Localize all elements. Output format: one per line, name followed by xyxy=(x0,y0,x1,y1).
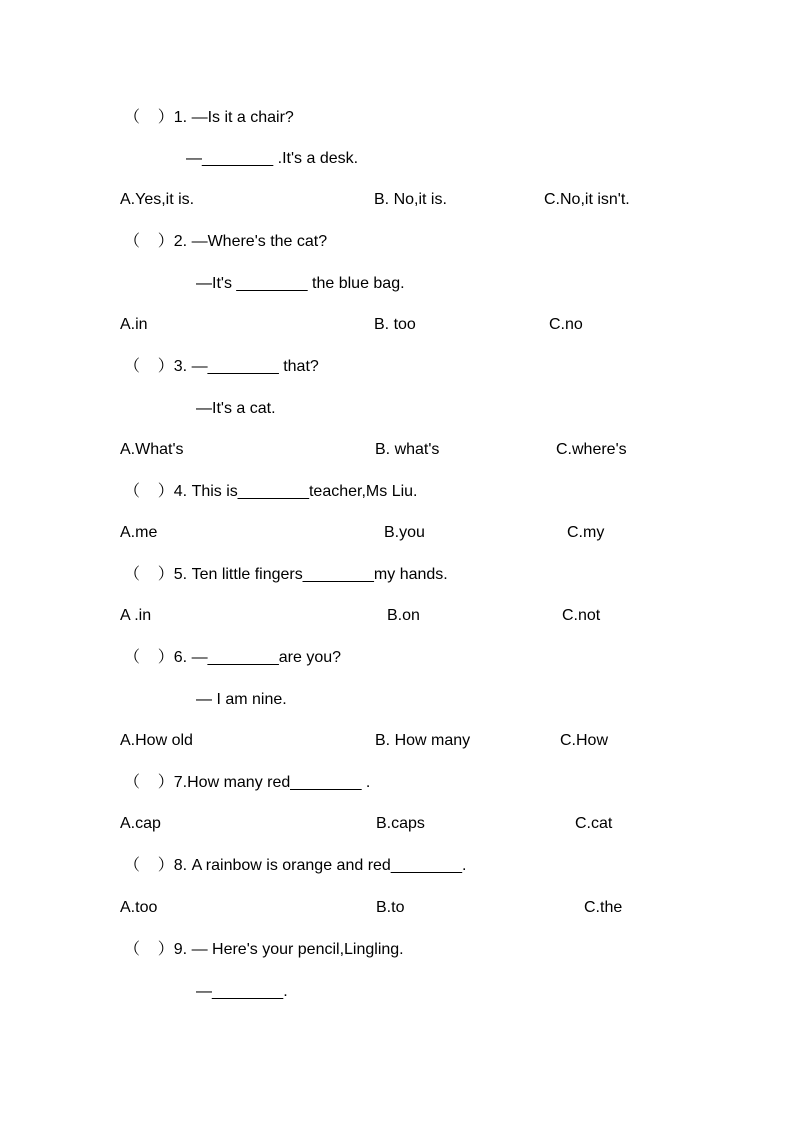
question-8-option-a: A.too xyxy=(120,899,158,916)
question-5-option-a: A .in xyxy=(120,607,152,624)
question-2-option-b: B. too xyxy=(374,316,416,333)
question-4: （ ）4. This is________teacher,Ms Liu. xyxy=(124,483,418,500)
question-7-option-c: C.cat xyxy=(575,815,613,832)
question-5: （ ）5. Ten little fingers________my hands. xyxy=(124,566,448,583)
question-3-option-c: C.where's xyxy=(556,441,627,458)
question-6-answer-line: — I am nine. xyxy=(196,691,287,708)
question-2-answer-line: —It's ________ the blue bag. xyxy=(196,275,405,292)
question-2-option-a: A.in xyxy=(120,316,148,333)
question-8-option-c: C.the xyxy=(584,899,623,916)
question-4-option-a: A.me xyxy=(120,524,158,541)
question-6-option-c: C.How xyxy=(560,732,609,749)
question-3-answer-line: —It's a cat. xyxy=(196,400,276,417)
question-9-answer-line: —________. xyxy=(196,983,288,1000)
question-7-option-a: A.cap xyxy=(120,815,161,832)
question-9: （ ）9. — Here's your pencil,Lingling. xyxy=(124,941,404,958)
question-1-option-c: C.No,it isn't. xyxy=(544,191,630,208)
question-3-option-a: A.What's xyxy=(120,441,184,458)
question-1-option-b: B. No,it is. xyxy=(374,191,447,208)
question-5-option-c: C.not xyxy=(562,607,601,624)
question-7-option-b: B.caps xyxy=(376,815,425,832)
question-2-option-c: C.no xyxy=(549,316,583,333)
question-6: （ ）6. —________are you? xyxy=(124,649,342,666)
question-6-option-b: B. How many xyxy=(375,732,471,749)
question-2: （ ）2. —Where's the cat? xyxy=(124,233,328,250)
question-1: （ ）1. —Is it a chair? xyxy=(124,109,294,126)
question-4-option-c: C.my xyxy=(567,524,605,541)
question-5-option-b: B.on xyxy=(387,607,420,624)
question-3-option-b: B. what's xyxy=(375,441,440,458)
question-7: （ ）7.How many red________ . xyxy=(124,774,371,791)
question-1-option-a: A.Yes,it is. xyxy=(120,191,195,208)
question-8-option-b: B.to xyxy=(376,899,405,916)
question-8: （ ）8. A rainbow is orange and red________. xyxy=(124,857,467,874)
question-6-option-a: A.How old xyxy=(120,732,193,749)
question-4-option-b: B.you xyxy=(384,524,425,541)
question-3: （ ）3. —________ that? xyxy=(124,358,319,375)
question-1-answer-line: —________ .It's a desk. xyxy=(186,150,359,167)
